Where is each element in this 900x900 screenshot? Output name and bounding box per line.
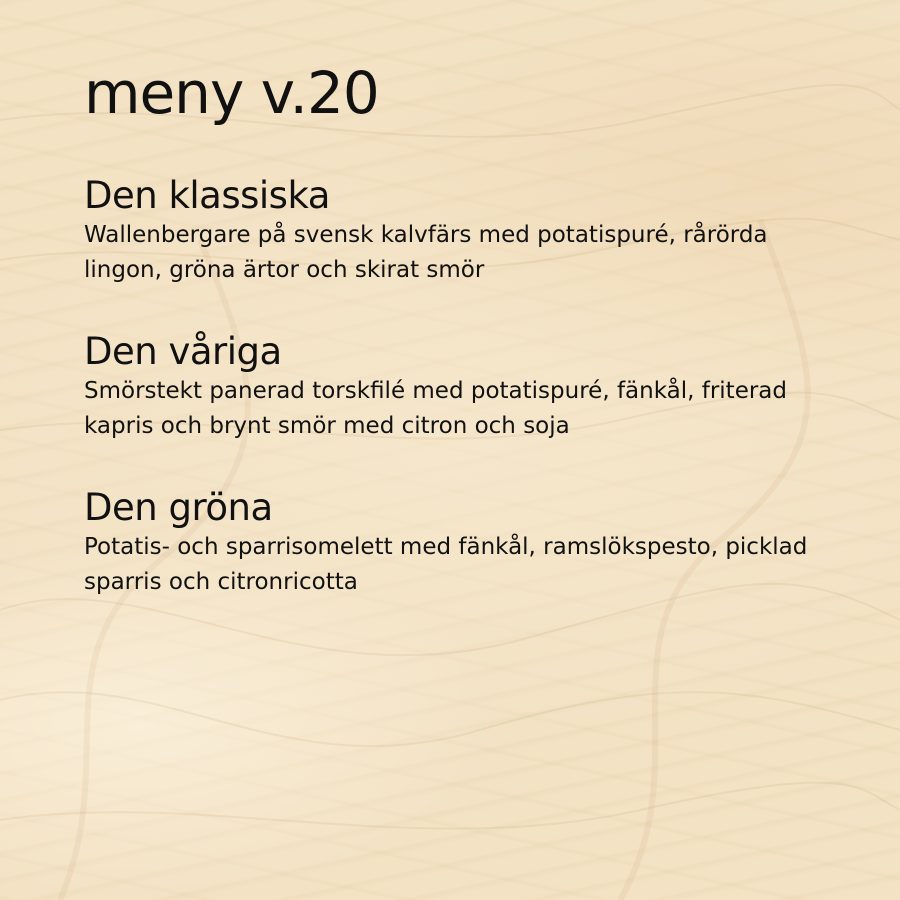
dish-description: Wallenbergare på svensk kalvfärs med potatispuré, rårörda lingon, gröna ärtor och skirat smör — [84, 222, 768, 283]
menu-item-grona — [84, 486, 864, 600]
dish-name: Den gröna — [84, 486, 273, 529]
menu-item-variga — [84, 330, 864, 444]
dish-description: Smörstekt panerad torskfilé med potatispuré, fänkål, friterad kapris och brynt smör med citron och soja — [84, 378, 787, 439]
dish-name: Den klassiska — [84, 174, 330, 217]
page-title: meny v.20 — [84, 59, 379, 127]
menu-item-klassiska — [84, 174, 864, 288]
dish-name: Den våriga — [84, 330, 282, 373]
menu-content — [84, 58, 864, 642]
dish-description: Potatis- och sparrisomelett med fänkål, ramslökspesto, picklad sparris och citronricotta — [84, 534, 808, 595]
